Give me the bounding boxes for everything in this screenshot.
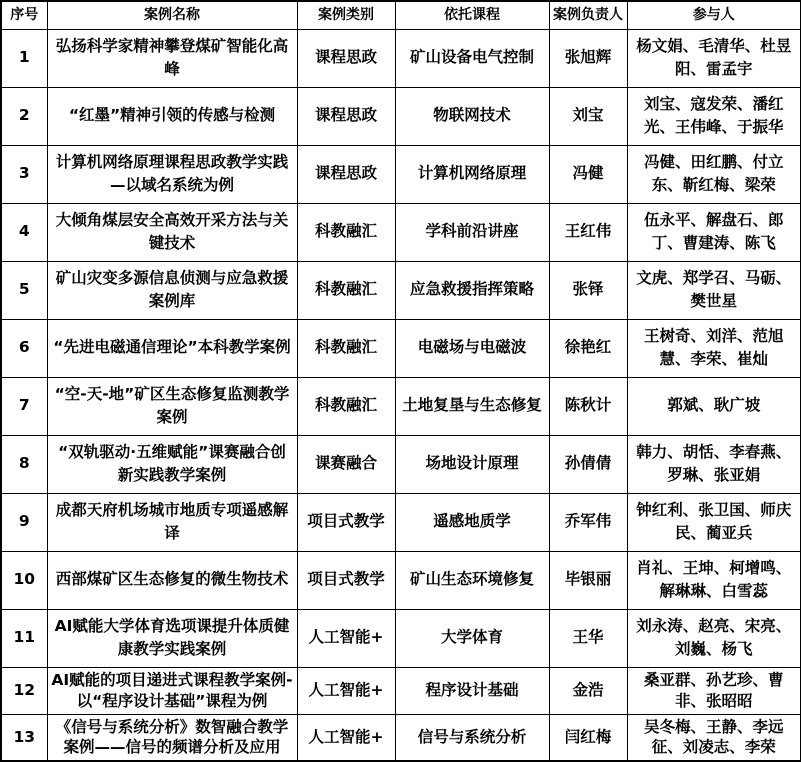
header-seq: 序号 [1,1,47,29]
cell-name: 大倾角煤层安全高效开采方法与关键技术 [47,203,297,261]
cell-participants: 冯健、田红鹏、付立东、靳红梅、梁荣 [627,145,801,203]
cell-leader: 刘宝 [549,87,627,145]
cell-seq: 4 [1,203,47,261]
cell-leader: 冯健 [549,145,627,203]
cell-leader: 毕银丽 [549,551,627,609]
cell-participants: 刘永涛、赵亮、宋亮、刘巍、杨飞 [627,609,801,667]
cell-course: 物联网技术 [395,87,549,145]
cell-leader: 乔军伟 [549,493,627,551]
cell-name: 西部煤矿区生态修复的微生物技术 [47,551,297,609]
cell-participants: 文虎、郑学召、马砺、樊世星 [627,261,801,319]
cell-seq: 10 [1,551,47,609]
table-row [1,551,801,609]
cell-seq: 12 [1,667,47,714]
cell-category: 项目式教学 [297,493,395,551]
cell-participants: 杨文娟、毛清华、杜昱阳、雷孟宇 [627,29,801,87]
cell-category: 课程思政 [297,87,395,145]
cell-category: 课赛融合 [297,435,395,493]
cell-leader: 张旭辉 [549,29,627,87]
cell-name: 《信号与系统分析》数智融合教学案例——信号的频谱分析及应用 [47,714,297,761]
table-row [1,714,801,761]
cell-leader: 金浩 [549,667,627,714]
table-row [1,261,801,319]
table-row [1,145,801,203]
table-row [1,377,801,435]
cell-course: 矿山生态环境修复 [395,551,549,609]
cell-leader: 王红伟 [549,203,627,261]
cell-name: AI赋能的项目递进式课程教学案例-以“程序设计基础”课程为例 [47,667,297,714]
cell-seq: 2 [1,87,47,145]
cell-course: 场地设计原理 [395,435,549,493]
cell-category: 科教融汇 [297,377,395,435]
cell-seq: 1 [1,29,47,87]
table-row [1,319,801,377]
header-participants: 参与人 [627,1,801,29]
cell-course: 遥感地质学 [395,493,549,551]
cell-name: “双轨驱动·五维赋能”课赛融合创新实践教学案例 [47,435,297,493]
header-row [1,1,801,29]
cell-course: 学科前沿讲座 [395,203,549,261]
cell-name: 计算机网络原理课程思政教学实践—以域名系统为例 [47,145,297,203]
cell-category: 科教融汇 [297,203,395,261]
cell-category: 人工智能+ [297,667,395,714]
cell-name: AI赋能大学体育选项课提升体质健康教学实践案例 [47,609,297,667]
cell-leader: 徐艳红 [549,319,627,377]
cell-seq: 11 [1,609,47,667]
cell-participants: 韩力、胡恬、李春燕、罗琳、张亚娟 [627,435,801,493]
cell-category: 课程思政 [297,145,395,203]
cell-course: 程序设计基础 [395,667,549,714]
cell-course: 矿山设备电气控制 [395,29,549,87]
cell-name: 弘扬科学家精神攀登煤矿智能化高峰 [47,29,297,87]
cell-seq: 8 [1,435,47,493]
cell-name: 矿山灾变多源信息侦测与应急救援案例库 [47,261,297,319]
cell-course: 计算机网络原理 [395,145,549,203]
cell-name: “空-天-地”矿区生态修复监测教学案例 [47,377,297,435]
cell-leader: 闫红梅 [549,714,627,761]
cell-participants: 钟红利、张卫国、师庆民、蔺亚兵 [627,493,801,551]
cell-participants: 伍永平、解盘石、郎丁、曹建涛、陈飞 [627,203,801,261]
cell-leader: 王华 [549,609,627,667]
cell-category: 人工智能+ [297,609,395,667]
cell-category: 课程思政 [297,29,395,87]
cell-seq: 7 [1,377,47,435]
table-row [1,87,801,145]
cell-participants: 桑亚群、孙艺珍、曹非、张昭昭 [627,667,801,714]
header-course: 依托课程 [395,1,549,29]
cell-course: 应急救援指挥策略 [395,261,549,319]
cell-participants: 刘宝、寇发荣、潘红光、王伟峰、于振华 [627,87,801,145]
header-category: 案例类别 [297,1,395,29]
cell-participants: 肖礼、王坤、柯增鸣、解琳琳、白雪蕊 [627,551,801,609]
cell-seq: 13 [1,714,47,761]
table-row [1,667,801,714]
header-leader: 案例负责人 [549,1,627,29]
cell-participants: 郭斌、耿广坡 [627,377,801,435]
table-row [1,29,801,87]
cell-name: 成都天府机场城市地质专项遥感解译 [47,493,297,551]
cell-leader: 孙倩倩 [549,435,627,493]
cell-seq: 9 [1,493,47,551]
cell-course: 土地复垦与生态修复 [395,377,549,435]
table-row [1,609,801,667]
table-row [1,435,801,493]
cell-participants: 吴冬梅、王静、李远征、刘凌志、李荣 [627,714,801,761]
table-row [1,493,801,551]
cell-seq: 6 [1,319,47,377]
cell-participants: 王树奇、刘洋、范旭慧、李荣、崔灿 [627,319,801,377]
cell-category: 人工智能+ [297,714,395,761]
cell-course: 大学体育 [395,609,549,667]
table-body [1,29,801,761]
cell-category: 科教融汇 [297,261,395,319]
cell-name: “先进电磁通信理论”本科教学案例 [47,319,297,377]
cell-name: “红墨”精神引领的传感与检测 [47,87,297,145]
cell-category: 科教融汇 [297,319,395,377]
cell-course: 信号与系统分析 [395,714,549,761]
cell-course: 电磁场与电磁波 [395,319,549,377]
table-header [1,1,801,29]
table-row [1,203,801,261]
cell-category: 项目式教学 [297,551,395,609]
cell-seq: 3 [1,145,47,203]
cell-leader: 张铎 [549,261,627,319]
header-case-name: 案例名称 [47,1,297,29]
cell-leader: 陈秋计 [549,377,627,435]
cell-seq: 5 [1,261,47,319]
